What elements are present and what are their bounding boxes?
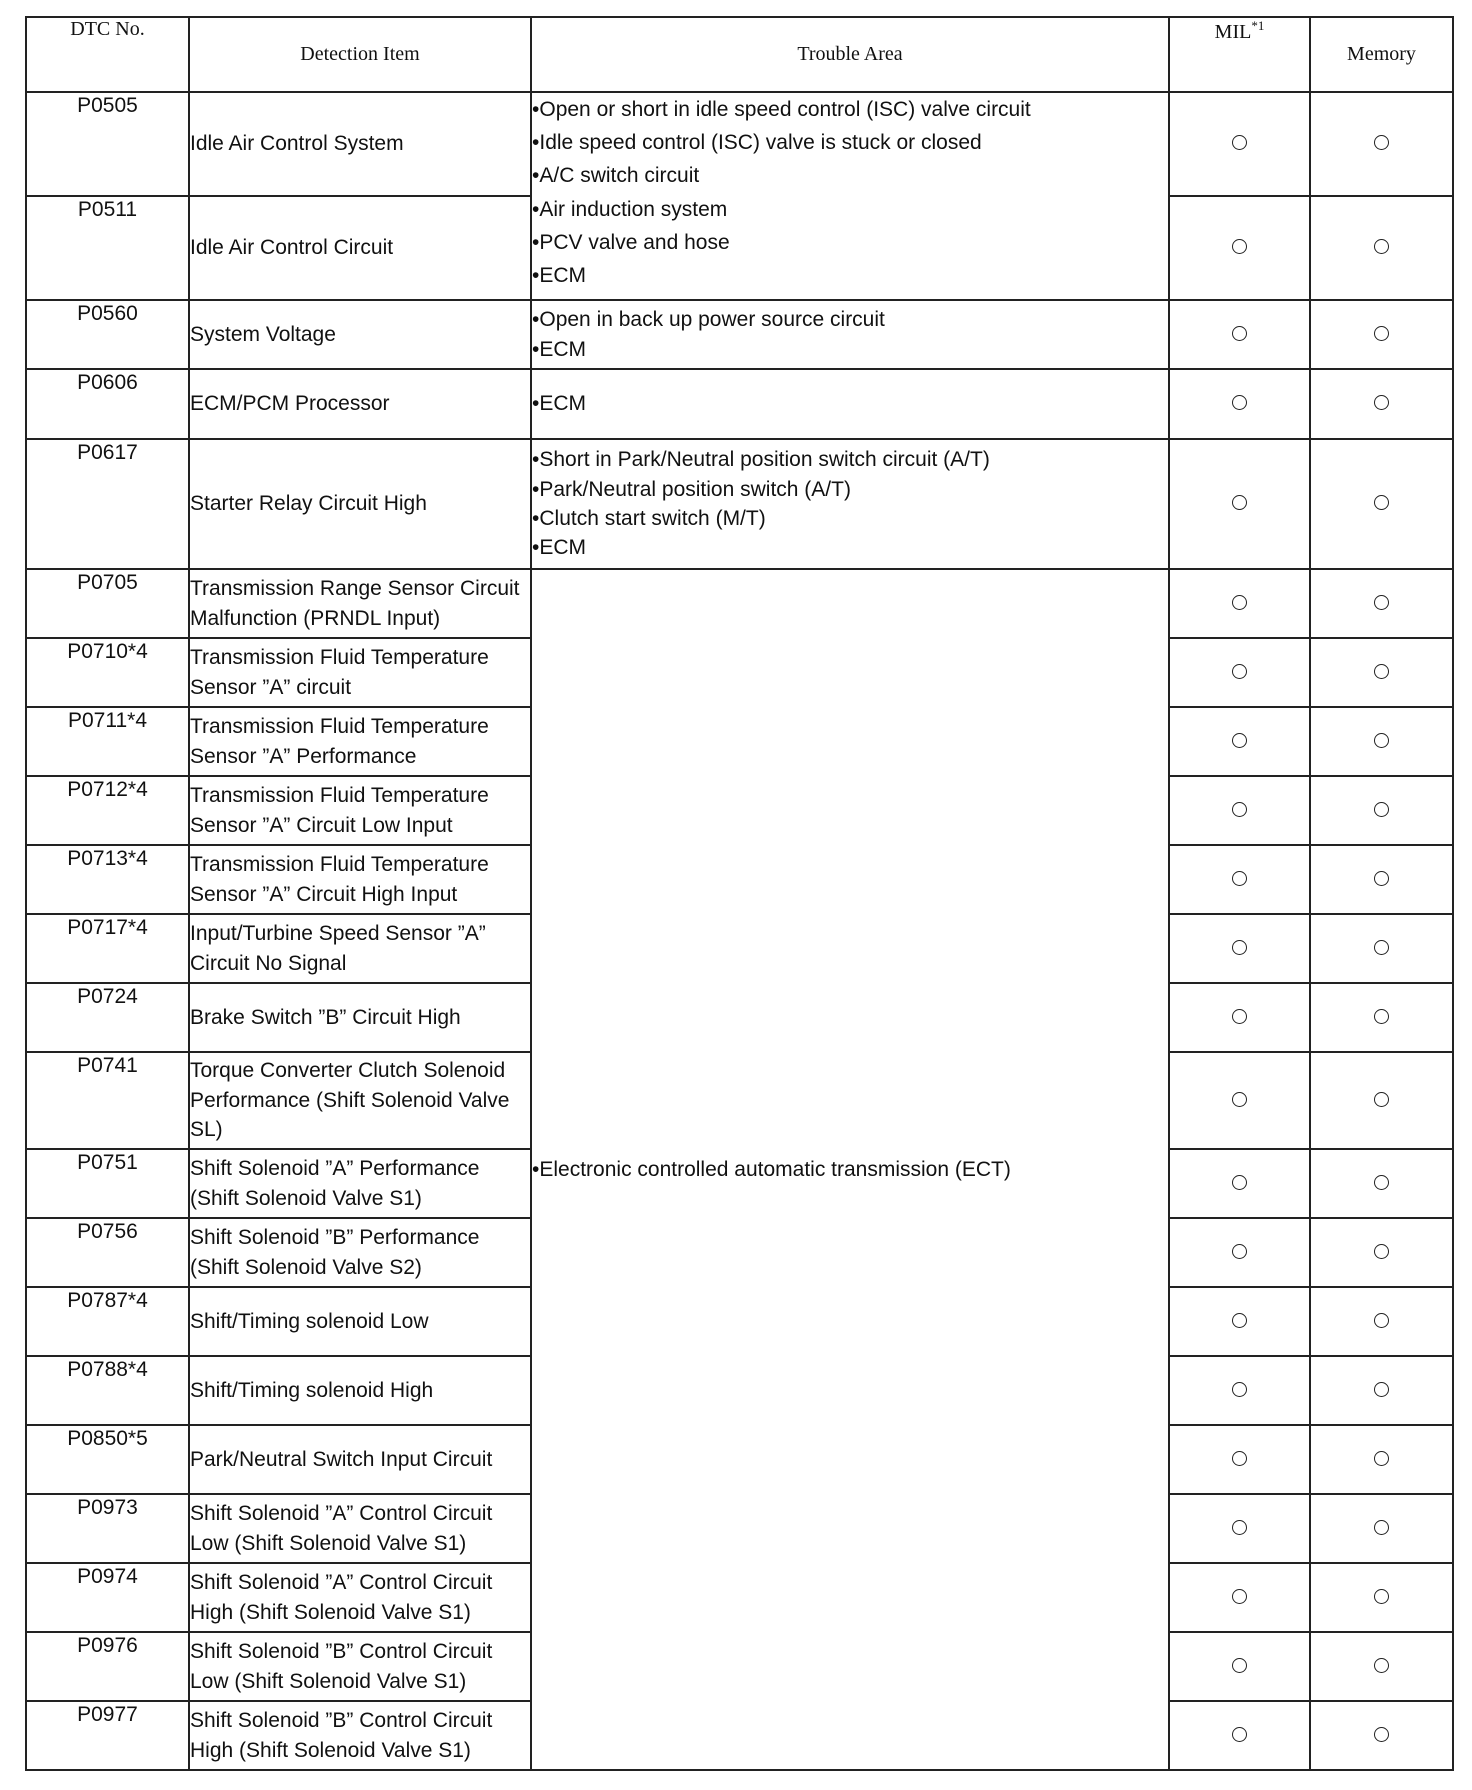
mil-cell <box>1169 1218 1310 1287</box>
bullet-text: Short in Park/Neutral position switch circuit (A/T) <box>539 448 990 472</box>
mil-cell <box>1169 300 1310 369</box>
memory-circle-icon <box>1374 1382 1389 1397</box>
trouble-area-bullet <box>532 159 1168 192</box>
mil-circle-icon <box>1232 1244 1247 1259</box>
memory-circle-icon <box>1374 733 1389 748</box>
dtc-code: P0617 <box>26 439 189 569</box>
mil-cell <box>1169 707 1310 776</box>
bullet-icon: • <box>532 507 540 530</box>
memory-circle-icon <box>1374 1589 1389 1604</box>
mil-circle-icon <box>1232 802 1247 817</box>
memory-circle-icon <box>1374 239 1389 254</box>
detection-item: Transmission Fluid Temperature Sensor ”A” circuit <box>189 638 531 707</box>
memory-cell <box>1310 300 1453 369</box>
memory-circle-icon <box>1374 1009 1389 1024</box>
mil-circle-icon <box>1232 1092 1247 1107</box>
memory-circle-icon <box>1374 135 1389 150</box>
memory-cell <box>1310 983 1453 1052</box>
bullet-text: Electronic controlled automatic transmission (ECT) <box>539 1157 1011 1181</box>
header-row <box>26 17 1453 92</box>
memory-cell <box>1310 1494 1453 1563</box>
trouble-area-bullet <box>532 193 1168 226</box>
table-row <box>26 300 1453 369</box>
mil-cell <box>1169 776 1310 845</box>
memory-cell <box>1310 569 1453 638</box>
detection-item: Brake Switch ”B” Circuit High <box>189 983 531 1052</box>
mil-circle-icon <box>1232 1658 1247 1673</box>
bullet-icon: • <box>532 448 540 472</box>
memory-circle-icon <box>1374 1313 1389 1328</box>
trouble-area <box>531 439 1169 569</box>
bullet-icon: • <box>532 392 540 416</box>
table-row <box>26 569 1453 638</box>
detection-item: Shift Solenoid ”B” Control Circuit High (Shift Solenoid Valve S1) <box>189 1701 531 1770</box>
bullet-icon: • <box>532 536 540 560</box>
mil-circle-icon <box>1232 733 1247 748</box>
dtc-code: P0741 <box>26 1052 189 1149</box>
memory-cell <box>1310 196 1453 300</box>
trouble-area-bullet <box>532 126 1168 159</box>
bullet-icon: • <box>532 164 540 188</box>
dtc-code: P0977 <box>26 1701 189 1770</box>
memory-cell <box>1310 1425 1453 1494</box>
mil-circle-icon <box>1232 1727 1247 1742</box>
memory-cell <box>1310 1701 1453 1770</box>
memory-cell <box>1310 1287 1453 1356</box>
bullet-icon: • <box>532 230 540 254</box>
detection-item: Transmission Fluid Temperature Sensor ”A” Performance <box>189 707 531 776</box>
detection-item: Shift/Timing solenoid Low <box>189 1287 531 1356</box>
detection-item: Idle Air Control System <box>189 92 531 196</box>
detection-item: Shift Solenoid ”B” Control Circuit Low (Shift Solenoid Valve S1) <box>189 1632 531 1701</box>
detection-item: Input/Turbine Speed Sensor ”A” Circuit No Signal <box>189 914 531 983</box>
mil-cell <box>1169 1149 1310 1218</box>
dtc-code: P0724 <box>26 983 189 1052</box>
mil-circle-icon <box>1232 1451 1247 1466</box>
mil-circle-icon <box>1232 1520 1247 1535</box>
detection-item: Transmission Fluid Temperature Sensor ”A” Circuit Low Input <box>189 776 531 845</box>
bullet-text: Open in back up power source circuit <box>539 308 885 332</box>
mil-cell <box>1169 196 1310 300</box>
mil-circle-icon <box>1232 1382 1247 1397</box>
bullet-icon: • <box>532 98 540 121</box>
mil-circle-icon <box>1232 495 1247 510</box>
detection-item: Park/Neutral Switch Input Circuit <box>189 1425 531 1494</box>
header-trouble-area: Trouble Area <box>531 17 1169 92</box>
dtc-code: P0705 <box>26 569 189 638</box>
dtc-code: P0713*4 <box>26 845 189 914</box>
bullet-text: Clutch start switch (M/T) <box>539 507 766 530</box>
detection-item: Transmission Fluid Temperature Sensor ”A” Circuit High Input <box>189 845 531 914</box>
trouble-area-bullet <box>532 259 1168 292</box>
header-mil-label: MIL <box>1214 21 1252 43</box>
dtc-code: P0710*4 <box>26 638 189 707</box>
mil-cell <box>1169 983 1310 1052</box>
dtc-code: P0505 <box>26 92 189 196</box>
mil-circle-icon <box>1232 1175 1247 1190</box>
detection-item: Idle Air Control Circuit <box>189 196 531 300</box>
memory-cell <box>1310 914 1453 983</box>
dtc-code: P0511 <box>26 196 189 300</box>
detection-item: Shift Solenoid ”A” Performance (Shift Solenoid Valve S1) <box>189 1149 531 1218</box>
header-mil <box>1169 17 1310 92</box>
mil-cell <box>1169 1632 1310 1701</box>
memory-cell <box>1310 638 1453 707</box>
mil-cell <box>1169 638 1310 707</box>
memory-cell <box>1310 1149 1453 1218</box>
bullet-text: Air induction system <box>539 197 728 221</box>
trouble-area-bullet <box>532 305 1168 334</box>
mil-circle-icon <box>1232 239 1247 254</box>
trouble-area-bullet <box>532 226 1168 259</box>
memory-circle-icon <box>1374 1092 1389 1107</box>
mil-cell <box>1169 1563 1310 1632</box>
mil-cell <box>1169 1425 1310 1494</box>
mil-circle-icon <box>1232 871 1247 886</box>
memory-circle-icon <box>1374 1175 1389 1190</box>
trouble-area-bullet <box>532 335 1168 364</box>
trouble-area <box>531 369 1169 439</box>
trouble-area-bullet <box>532 533 1168 562</box>
memory-cell <box>1310 1632 1453 1701</box>
header-detection-item: Detection Item <box>189 17 531 92</box>
trouble-area <box>531 92 1169 300</box>
bullet-text: ECM <box>539 337 587 361</box>
bullet-icon: • <box>532 263 540 287</box>
memory-cell <box>1310 1052 1453 1149</box>
trouble-area-bullet <box>532 475 1168 504</box>
table-row <box>26 369 1453 439</box>
dtc-code: P0751 <box>26 1149 189 1218</box>
memory-circle-icon <box>1374 664 1389 679</box>
dtc-code: P0973 <box>26 1494 189 1563</box>
mil-cell <box>1169 1287 1310 1356</box>
memory-cell <box>1310 92 1453 196</box>
bullet-text: Park/Neutral position switch (A/T) <box>539 477 851 501</box>
mil-circle-icon <box>1232 326 1247 341</box>
header-memory: Memory <box>1310 17 1453 92</box>
dtc-code: P0712*4 <box>26 776 189 845</box>
memory-cell <box>1310 1356 1453 1425</box>
memory-cell <box>1310 845 1453 914</box>
dtc-code: P0850*5 <box>26 1425 189 1494</box>
bullet-text: ECM <box>539 392 587 416</box>
dtc-table <box>25 16 1454 1771</box>
mil-circle-icon <box>1232 1009 1247 1024</box>
trouble-area-bullet <box>532 1155 1168 1184</box>
bullet-text: Open or short in idle speed control (ISC) valve circuit <box>539 98 1031 121</box>
mil-cell <box>1169 1052 1310 1149</box>
memory-circle-icon <box>1374 1244 1389 1259</box>
memory-circle-icon <box>1374 940 1389 955</box>
memory-circle-icon <box>1374 802 1389 817</box>
detection-item: Shift Solenoid ”B” Performance (Shift Solenoid Valve S2) <box>189 1218 531 1287</box>
mil-cell <box>1169 914 1310 983</box>
mil-circle-icon <box>1232 595 1247 610</box>
memory-circle-icon <box>1374 495 1389 510</box>
header-dtc-no: DTC No. <box>26 17 189 92</box>
trouble-area-bullet <box>532 93 1168 126</box>
detection-item: Starter Relay Circuit High <box>189 439 531 569</box>
memory-circle-icon <box>1374 395 1389 410</box>
bullet-icon: • <box>532 308 540 332</box>
memory-cell <box>1310 369 1453 439</box>
bullet-text: PCV valve and hose <box>539 230 730 254</box>
mil-circle-icon <box>1232 135 1247 150</box>
bullet-text: ECM <box>539 263 587 287</box>
memory-circle-icon <box>1374 1658 1389 1673</box>
trouble-area-bullet <box>532 504 1168 533</box>
mil-circle-icon <box>1232 940 1247 955</box>
mil-circle-icon <box>1232 395 1247 410</box>
mil-cell <box>1169 1701 1310 1770</box>
dtc-code: P0717*4 <box>26 914 189 983</box>
bullet-icon: • <box>532 197 540 221</box>
bullet-icon: • <box>532 337 540 361</box>
header-mil-note: *1 <box>1251 18 1265 33</box>
memory-circle-icon <box>1374 1727 1389 1742</box>
dtc-code: P0711*4 <box>26 707 189 776</box>
table-row <box>26 439 1453 569</box>
memory-circle-icon <box>1374 1520 1389 1535</box>
dtc-code: P0756 <box>26 1218 189 1287</box>
bullet-text: Idle speed control (ISC) valve is stuck or closed <box>539 131 982 155</box>
mil-circle-icon <box>1232 1589 1247 1604</box>
bullet-icon: • <box>532 1157 540 1181</box>
mil-cell <box>1169 1494 1310 1563</box>
memory-cell <box>1310 776 1453 845</box>
memory-cell <box>1310 439 1453 569</box>
memory-circle-icon <box>1374 1451 1389 1466</box>
mil-circle-icon <box>1232 1313 1247 1328</box>
trouble-area-bullet <box>532 389 1168 418</box>
bullet-icon: • <box>532 131 540 155</box>
mil-circle-icon <box>1232 664 1247 679</box>
dtc-code: P0788*4 <box>26 1356 189 1425</box>
dtc-code: P0974 <box>26 1563 189 1632</box>
trouble-area <box>531 569 1169 1770</box>
dtc-code: P0560 <box>26 300 189 369</box>
mil-cell <box>1169 92 1310 196</box>
mil-cell <box>1169 369 1310 439</box>
mil-cell <box>1169 439 1310 569</box>
bullet-icon: • <box>532 477 540 501</box>
memory-cell <box>1310 1218 1453 1287</box>
detection-item: Shift/Timing solenoid High <box>189 1356 531 1425</box>
table-body <box>26 92 1453 1770</box>
dtc-code: P0787*4 <box>26 1287 189 1356</box>
memory-circle-icon <box>1374 871 1389 886</box>
detection-item: Transmission Range Sensor Circuit Malfunction (PRNDL Input) <box>189 569 531 638</box>
detection-item: Shift Solenoid ”A” Control Circuit Low (Shift Solenoid Valve S1) <box>189 1494 531 1563</box>
detection-item: System Voltage <box>189 300 531 369</box>
bullet-text: ECM <box>539 536 587 560</box>
detection-item: Shift Solenoid ”A” Control Circuit High (Shift Solenoid Valve S1) <box>189 1563 531 1632</box>
memory-circle-icon <box>1374 326 1389 341</box>
trouble-area-bullet <box>532 445 1168 474</box>
memory-circle-icon <box>1374 595 1389 610</box>
memory-cell <box>1310 707 1453 776</box>
mil-cell <box>1169 569 1310 638</box>
bullet-text: A/C switch circuit <box>539 164 700 188</box>
trouble-area <box>531 300 1169 369</box>
mil-cell <box>1169 845 1310 914</box>
dtc-code: P0976 <box>26 1632 189 1701</box>
dtc-code: P0606 <box>26 369 189 439</box>
memory-cell <box>1310 1563 1453 1632</box>
detection-item: Torque Converter Clutch Solenoid Performance (Shift Solenoid Valve SL) <box>189 1052 531 1149</box>
table-row <box>26 92 1453 196</box>
mil-cell <box>1169 1356 1310 1425</box>
detection-item: ECM/PCM Processor <box>189 369 531 439</box>
